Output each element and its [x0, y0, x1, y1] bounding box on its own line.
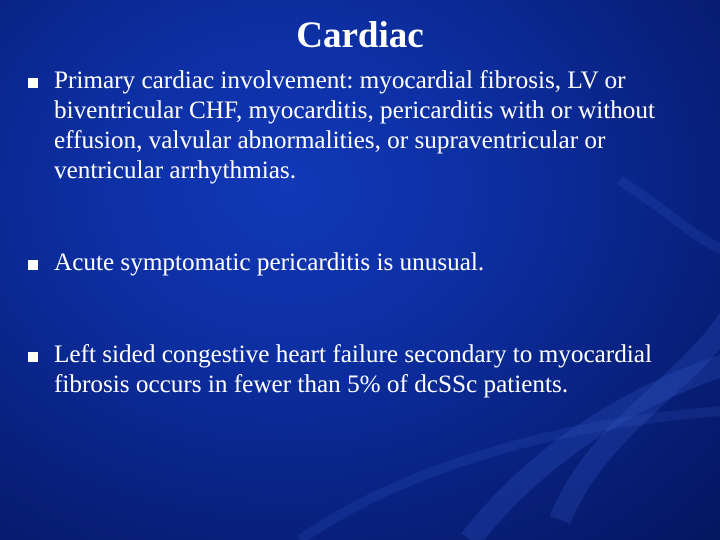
square-bullet-icon [28, 260, 38, 270]
bullet-text: Acute symptomatic pericarditis is unusual. [54, 249, 485, 276]
square-bullet-icon [28, 78, 38, 88]
slide-title: Cardiac [296, 15, 424, 56]
bullet-text: Primary cardiac involvement: myocardial fibrosis, LV or biventricular CHF, myocarditis, pericarditis with or without effusion, valvular abnormalities, or supraventricular or ventricular arrhythmias. [54, 67, 655, 184]
bullet-list [26, 66, 702, 400]
bullet-item [26, 66, 702, 186]
square-bullet-icon [28, 352, 38, 362]
bullet-text: Left sided congestive heart failure secondary to myocardial fibrosis occurs in fewer than 5% of dcSSc patients. [54, 341, 652, 398]
bullet-item [26, 248, 702, 278]
bullet-item [26, 340, 702, 400]
